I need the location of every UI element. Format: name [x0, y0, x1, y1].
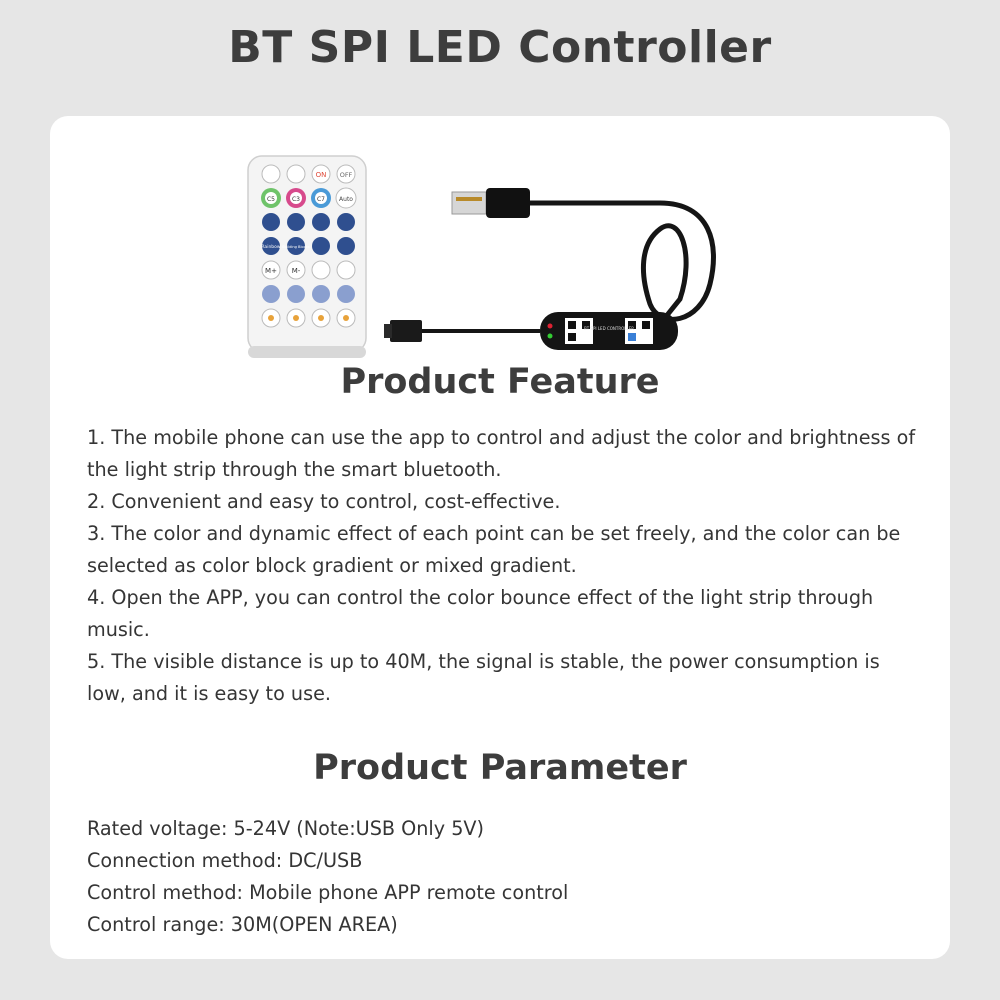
parameter-item: Control range: 30M(OPEN AREA): [87, 913, 398, 936]
parameter-item: Rated voltage: 5-24V (Note:USB Only 5V): [87, 817, 485, 840]
feature-item: 4. Open the APP, you can control the color bounce effect of the light strip through music.: [87, 586, 874, 641]
controller-label: BT SPI LED CONTROLLER: [583, 326, 635, 331]
product-photo: [240, 134, 720, 396]
svg-text:C7: C7: [316, 196, 326, 203]
usb-controller: [384, 188, 713, 350]
parameter-list: [87, 813, 917, 941]
product-feature-heading: Product Feature: [340, 362, 660, 402]
feature-item: 2. Convenient and easy to control, cost-effective.: [87, 490, 561, 513]
parameter-item: Control method: Mobile phone APP remote control: [87, 881, 569, 904]
feature-item: 3. The color and dynamic effect of each point can be set freely, and the color can be selected as color block gradient or mixed gradient.: [87, 522, 901, 577]
page-title: BT SPI LED Controller: [228, 22, 772, 73]
svg-text:Rainbow: Rainbow: [261, 245, 281, 250]
svg-text:Auto: Auto: [339, 196, 353, 203]
svg-text:C5: C5: [266, 196, 276, 203]
feature-item: 1. The mobile phone can use the app to control and adjust the color and brightness of the light strip through the smart bluetooth.: [87, 426, 916, 481]
feature-item: 5. The visible distance is up to 40M, the signal is stable, the power consumption is low, and it is easy to use.: [87, 650, 880, 705]
remote-control: [248, 156, 366, 358]
product-parameter-heading: Product Parameter: [313, 748, 687, 788]
svg-text:C3: C3: [291, 196, 301, 203]
remote-off-label: OFF: [339, 171, 353, 179]
remote-on-label: ON: [315, 171, 327, 179]
parameter-item: Connection method: DC/USB: [87, 849, 363, 872]
svg-text:M-: M-: [291, 267, 301, 275]
svg-text:Building Blocks: Building Blocks: [282, 245, 310, 249]
content-card: [50, 116, 950, 959]
svg-text:M+: M+: [265, 267, 277, 275]
feature-list: [87, 422, 917, 710]
